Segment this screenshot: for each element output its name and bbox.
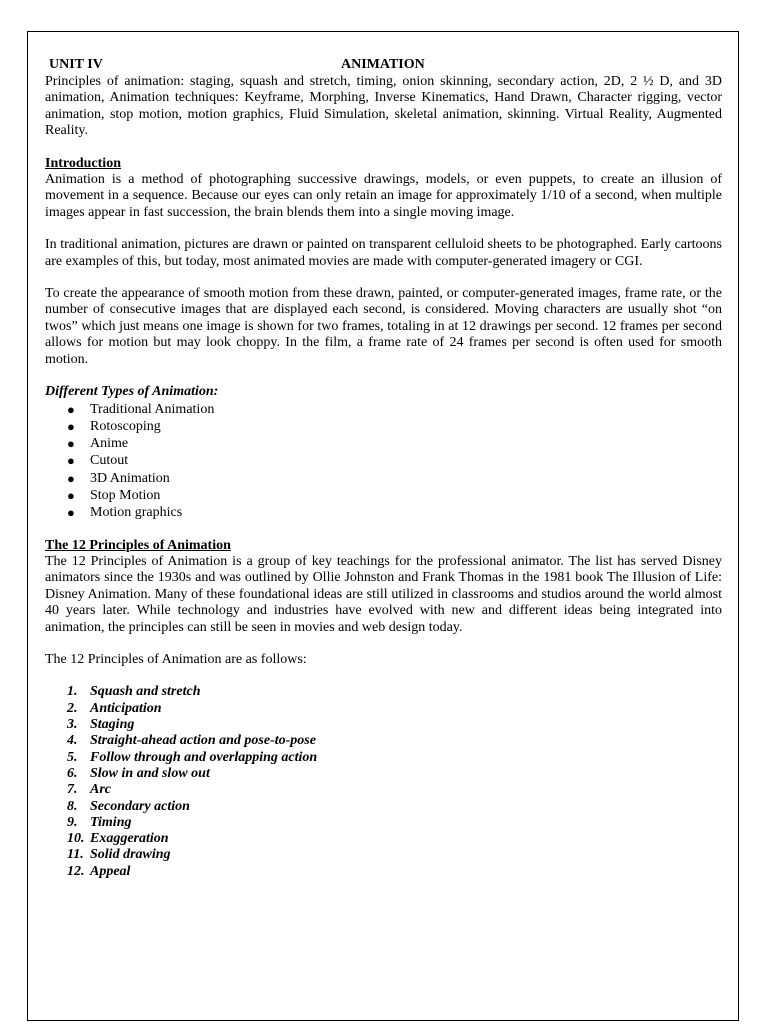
principles-heading: The 12 Principles of Animation [45,537,231,553]
bullet-icon: ● [67,487,75,503]
bullet-icon: ● [67,436,75,452]
spacer [45,522,722,538]
item-number: 5. [67,749,78,765]
spacer [45,270,722,286]
spacer [45,221,722,237]
principles-paragraph: The 12 Principles of Animation is a group of key teachings for the professional animator. The list has served Disney animators since the 1930s and was outlined by Ollie Johnston and Frank Thomas in the 1981 book The Illusion of Life: Disney Animation. Many of these foundational ideas are still utilized in classrooms and studios around the world almost 40 years later. While technology and industries have evolved with new and different ideas being integrated into animation, the principles can still be seen in movies and web design today. [45,553,722,635]
list-item [45,815,722,831]
item-number: 7. [67,782,78,798]
list-item [45,766,722,782]
item-number: 4. [67,733,78,749]
list-item-label: Follow through and overlapping action [90,749,318,765]
item-number: 10. [67,831,85,847]
list-item-label: Slow in and slow out [90,765,210,781]
list-item-label: Anticipation [90,700,162,716]
list-item [45,487,722,504]
list-item [45,733,722,749]
spacer [45,140,722,156]
list-item-label: Arc [90,782,111,798]
spacer [45,668,722,684]
list-item-label: Exaggeration [90,831,169,847]
list-item [45,452,722,469]
item-number: 12. [67,863,85,879]
unit-header [45,57,722,74]
bullet-icon: ● [67,401,75,417]
item-number: 11. [67,847,84,863]
item-number: 1. [67,684,78,700]
list-item-label: Squash and stretch [90,684,201,700]
list-item-label: Stop Motion [90,487,161,503]
types-list [45,401,722,522]
list-item [45,864,722,880]
list-item [45,701,722,717]
list-item [45,717,722,733]
list-item-label: Rotoscoping [90,418,161,434]
bullet-icon: ● [67,505,75,521]
list-item [45,470,722,487]
list-item-label: Appeal [90,863,131,879]
bullet-icon: ● [67,470,75,486]
list-item-label: 3D Animation [90,470,170,486]
intro-paragraph-2: In traditional animation, pictures are drawn or painted on transparent celluloid sheets to be photographed. Early cartoons are examples of this, but today, most animated movies are made with computer-generated imagery or CGI. [45,237,722,269]
unit-title: ANIMATION [341,57,425,72]
list-item [45,782,722,798]
list-item [45,847,722,863]
list-item [45,831,722,847]
introduction-heading: Introduction [45,155,121,171]
principles-intro: The 12 Principles of Animation are as follows: [45,652,307,668]
item-number: 9. [67,814,78,830]
list-item [45,418,722,435]
list-item [45,401,722,418]
principles-list [45,684,722,880]
intro-paragraph-3: To create the appearance of smooth motion from these drawn, painted, or computer-generated images, frame rate, or the number of consecutive images that are displayed each second, is considered. Moving characters are usually shot “on twos” which just means one image is shown for two frames, totaling in at 12 drawings per second. 12 frames per second allows for motion but may look choppy. In the film, a frame rate of 24 frames per second is often used for smooth motion. [45,286,722,367]
document-body [45,57,722,880]
list-item [45,799,722,815]
item-number: 8. [67,798,78,814]
types-heading: Different Types of Animation: [45,384,219,400]
item-number: 6. [67,765,78,781]
list-item-label: Motion graphics [90,505,183,521]
list-item-label: Traditional Animation [90,401,215,417]
list-item [45,684,722,700]
item-number: 2. [67,700,78,716]
intro-paragraph-1: Animation is a method of photographing successive drawings, models, or even puppets, to create an illusion of movement in a sequence. Because our eyes can only retain an image for approximately 1/10 of a second, when multiple images appear in fast succession, the brain blends them into a single moving image. [45,172,722,220]
bullet-icon: ● [67,453,75,469]
list-item-label: Staging [90,717,135,733]
spacer [45,636,722,652]
bullet-icon: ● [67,418,75,434]
spacer [45,368,722,384]
list-item-label: Timing [90,814,132,830]
list-item [45,750,722,766]
list-item-label: Cutout [90,453,129,469]
item-number: 3. [67,717,78,733]
syllabus-paragraph: Principles of animation: staging, squash and stretch, timing, onion skinning, secondary action, 2D, 2 ½ D, and 3D animation, Animation techniques: Keyframe, Morphing, Inverse Kinematics, Hand Drawn, Character rigging, vector animation, stop motion, motion graphics, Fluid Simulation, skeletal animation, skinning. Virtual Reality, Augmented Reality. [45,74,722,139]
list-item-label: Secondary action [90,798,190,814]
unit-label: UNIT IV [49,57,103,72]
list-item-label: Anime [90,436,129,452]
list-item-label: Straight-ahead action and pose-to-pose [90,733,316,749]
list-item [45,504,722,521]
list-item [45,435,722,452]
list-item-label: Solid drawing [90,847,171,863]
